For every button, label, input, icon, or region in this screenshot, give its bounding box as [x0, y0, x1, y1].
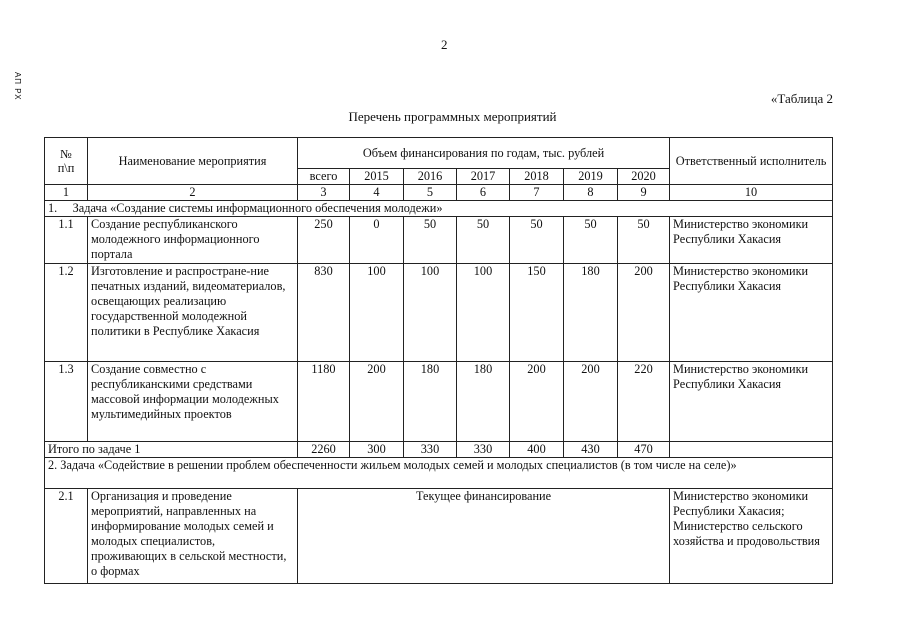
row-num: 1.3	[45, 362, 88, 442]
row-value: 100	[350, 264, 404, 362]
task-1-total-row	[45, 442, 833, 458]
header-num: № п\п	[45, 138, 88, 185]
row-value: 200	[564, 362, 618, 442]
total-value: 330	[404, 442, 457, 458]
task-2-title-row	[45, 458, 833, 489]
total-value: 430	[564, 442, 618, 458]
column-numbers-row	[45, 185, 833, 201]
row-value: 200	[350, 362, 404, 442]
row-responsible: Министерство экономики Республики Хакасия; Министерство сельского хозяйства и продовольствия	[670, 489, 833, 584]
events-table	[44, 137, 833, 584]
header-year: 2020	[618, 169, 670, 185]
col-number: 1	[45, 185, 88, 201]
document-title: Перечень программных мероприятий	[348, 109, 557, 124]
col-number: 4	[350, 185, 404, 201]
header-year: 2018	[510, 169, 564, 185]
row-name: Создание республиканского молодежного информационного портала	[88, 217, 298, 264]
row-value: 150	[510, 264, 564, 362]
page-number: 2	[441, 37, 448, 52]
col-number: 9	[618, 185, 670, 201]
row-name: Создание совместно с республиканскими средствами массовой информации молодежных мультимедийных проектов	[88, 362, 298, 442]
row-num: 1.2	[45, 264, 88, 362]
header-year: 2019	[564, 169, 618, 185]
header-row	[45, 138, 833, 169]
row-value: 180	[457, 362, 510, 442]
table-row	[45, 264, 833, 362]
row-value: 50	[564, 217, 618, 264]
col-number: 6	[457, 185, 510, 201]
row-value: 50	[510, 217, 564, 264]
header-name: Наименование мероприятия	[88, 138, 298, 185]
total-label: Итого по задаче 1	[45, 442, 298, 458]
total-value: 400	[510, 442, 564, 458]
row-value: 100	[404, 264, 457, 362]
task-1-title-row	[45, 201, 833, 217]
table-row	[45, 217, 833, 264]
row-name: Изготовление и распростране-ние печатных изданий, видеоматериалов, освещающих реализацию государственной молодежной политики в Республике Хакасия	[88, 264, 298, 362]
header-year: 2017	[457, 169, 510, 185]
row-total: 830	[298, 264, 350, 362]
total-value: 470	[618, 442, 670, 458]
total-value: 300	[350, 442, 404, 458]
row-num: 1.1	[45, 217, 88, 264]
table-row	[45, 489, 833, 584]
row-value: 180	[564, 264, 618, 362]
row-responsible: Министерство экономики Республики Хакасия	[670, 264, 833, 362]
row-value: 100	[457, 264, 510, 362]
row-name: Организация и проведение мероприятий, направленных на информирование молодых семей и молодых специалистов, проживающих в сельской местности, о формах	[88, 489, 298, 584]
total-value: 330	[457, 442, 510, 458]
header-year: 2015	[350, 169, 404, 185]
col-number: 10	[670, 185, 833, 201]
row-responsible: Министерство экономики Республики Хакасия	[670, 362, 833, 442]
header-responsible: Ответственный исполнитель	[670, 138, 833, 185]
row-value: 50	[404, 217, 457, 264]
table-reference: «Таблица 2	[770, 91, 833, 106]
row-funding-note: Текущее финансирование	[298, 489, 670, 584]
row-value: 50	[457, 217, 510, 264]
col-number: 3	[298, 185, 350, 201]
margin-mark: АП РХ	[13, 72, 22, 101]
total-empty-cell	[670, 442, 833, 458]
col-number: 5	[404, 185, 457, 201]
row-total: 1180	[298, 362, 350, 442]
row-value: 200	[510, 362, 564, 442]
header-total: всего	[298, 169, 350, 185]
col-number: 8	[564, 185, 618, 201]
row-value: 180	[404, 362, 457, 442]
header-year: 2016	[404, 169, 457, 185]
row-value: 200	[618, 264, 670, 362]
table-row	[45, 362, 833, 442]
row-value: 220	[618, 362, 670, 442]
total-value: 2260	[298, 442, 350, 458]
row-num: 2.1	[45, 489, 88, 584]
col-number: 2	[88, 185, 298, 201]
row-responsible: Министерство экономики Республики Хакасия	[670, 217, 833, 264]
task-2-title: 2. Задача «Содействие в решении проблем обеспеченности жильем молодых семей и молодых специалистов (в том числе на селе)»	[45, 458, 833, 489]
row-total: 250	[298, 217, 350, 264]
col-number: 7	[510, 185, 564, 201]
task-1-title: 1. Задача «Создание системы информационного обеспечения молодежи»	[45, 201, 833, 217]
row-value: 50	[618, 217, 670, 264]
header-funding: Объем финансирования по годам, тыс. рублей	[298, 138, 670, 169]
row-value: 0	[350, 217, 404, 264]
